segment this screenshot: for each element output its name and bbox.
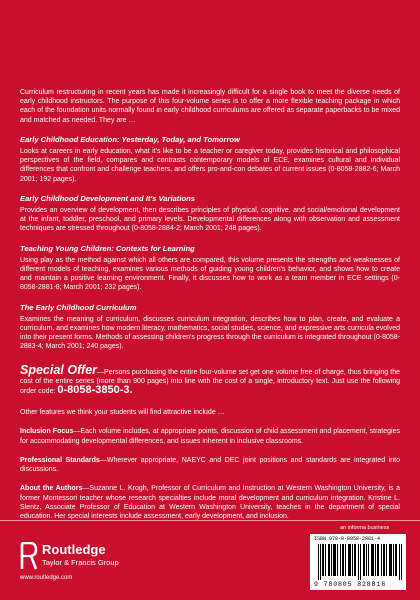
informa-tagline: an informa business [340, 525, 390, 531]
book-title: Early Childhood Education: Yesterday, Today, and Tomorrow [20, 134, 240, 144]
cover-footer [0, 520, 420, 600]
isbn-label: ISBN 978-0-8058-2881-4 [314, 536, 381, 542]
book-entry [20, 244, 400, 293]
barcode [310, 534, 406, 590]
feature-item [20, 484, 400, 521]
book-description: Provides an overview of development, then describes principles of physical, cognitive, and social/emotional development at the infant, toddler, preschool, and primary levels. Developmental differences along with observation and assessment techniques are stressed throughout (0-8058-2884-2; March 2001; 248 pages). [20, 207, 400, 233]
special-offer-body: —Persons purchasing the entire four-volume set get one volume free of charge, thus bringing the cost of the entire series (more than 900 pages) into line with the cost of a single, introductory text. Just use the following order code: [20, 368, 401, 396]
book-entry [20, 303, 400, 352]
feature-item [20, 456, 400, 474]
publisher-group: Taylor & Francis Group [42, 558, 119, 567]
book-entry [20, 194, 400, 234]
feature-heading: Professional Standards [20, 456, 100, 464]
publisher-name: Routledge [42, 542, 106, 557]
book-entry [20, 135, 400, 184]
publisher-url: www.routledge.com [20, 575, 73, 581]
book-title: Early Childhood Development and It's Variations [20, 193, 195, 203]
special-offer-label: Special Offer [20, 362, 98, 377]
special-offer [20, 362, 401, 397]
feature-body: —Suzanne L. Krogh, Professor of Curriculum and Instruction at Western Washington University, is a former Montessori teacher whose research specialties include moral development and curriculum integration. Kristine L. Slentz, Associate Professor of Education at Western Washington University, teaches in the department of special education. Her special interests include assessment, early development, and inclusion. [20, 485, 401, 520]
feature-item [20, 427, 400, 445]
barcode-bars-icon [318, 544, 402, 580]
publisher-logo [20, 542, 170, 582]
special-offer-isbn: 0-8058-3850-3. [57, 384, 133, 397]
barcode-digits: 9 780805 828818 [314, 581, 387, 588]
feature-heading: About the Authors [20, 485, 83, 493]
cover-text [20, 88, 400, 531]
intro-paragraph: Curriculum restructuring in recent years has made it increasingly difficult for a single book to meet the diverse needs of early childhood instructors. The purpose of this four-volume series is to offer a more flexible teaching package in which each of the foundation units normally found in early childhood curriculums are offered as separate paperbacks to be mixed and matched as needed. They are … [20, 89, 400, 124]
book-title: Teaching Young Children: Contexts for Learning [20, 243, 195, 253]
features-intro: Other features we think your students will find attractive include … [20, 409, 225, 417]
book-description: Using play as the method against which all others are compared, this volume presents the strengths and weaknesses of different models of teaching, examines various methods of guiding young children's behavior, and shows how to create and maintain a positive learning environment. Finally, it discusses how to work as a team member in ECE settings (0-8058-2881-8; March 2001; 232 pages). [20, 256, 400, 292]
book-title: The Early Childhood Curriculum [20, 302, 137, 312]
feature-body: —Wherever appropriate, NAEYC and DEC joint positions and standards are integrated into discussions. [20, 456, 400, 474]
book-description: Looks at careers in early education, what it's like to be a teacher or caregiver today, provides historical and philosophical perspectives of the field, compares and contrasts contemporary models of ECE, examines cultural and individual differences that confront and challenge teachers, and offers pro-and-con debates of current issues (0-8058-2882-6; March 2001; 192 pages). [20, 148, 400, 183]
feature-body: —Each volume includes, at appropriate points, discussion of child assessment and placement, strategies for accommodating developmental differences, and issues inherent in inclusive classrooms. [20, 428, 400, 445]
book-description: Examines the meaning of curriculum, discusses curriculum integration, describes how to plan, create, and evaluate a curriculum, and examines how modern literacy, mathematics, social studies, science, and expressive arts curricula evolved into their present forms. Methods of assessing children's progress through the curriculum is integrated throughout (0-8058-2883-4; March 2001; 240 pages). [20, 315, 400, 351]
feature-heading: Inclusion Focus [20, 428, 74, 436]
footer-divider [0, 520, 420, 521]
routledge-r-icon [20, 542, 38, 570]
